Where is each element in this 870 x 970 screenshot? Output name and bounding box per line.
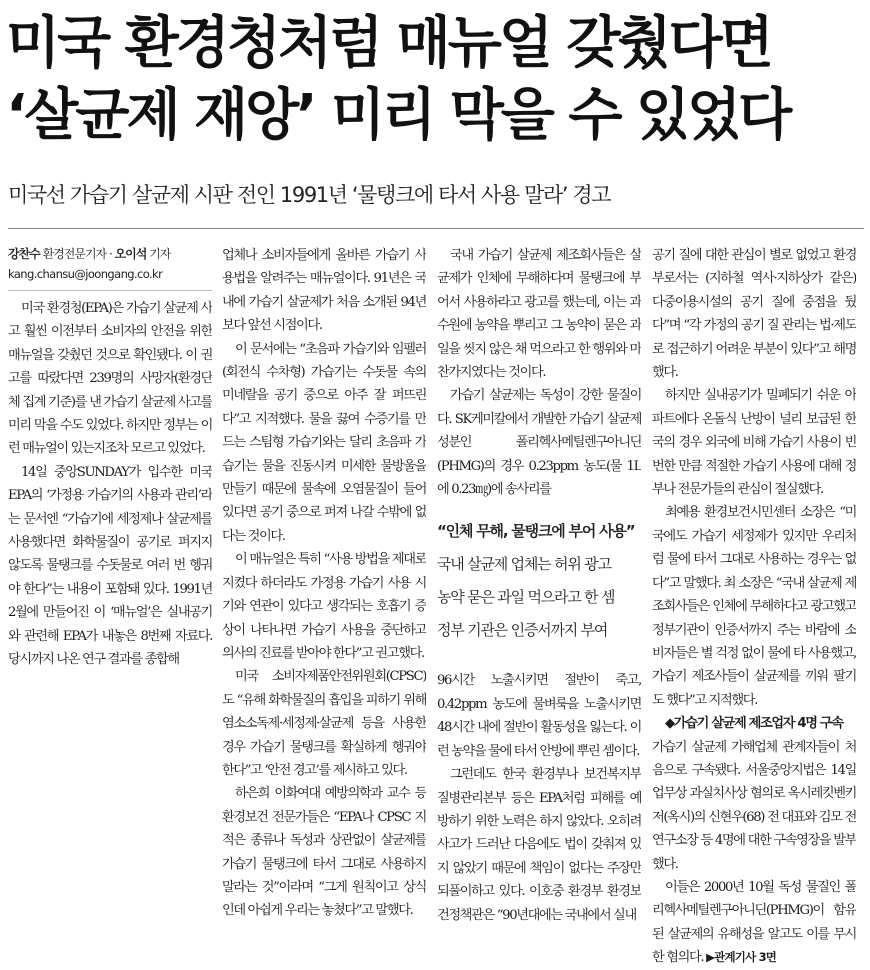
pull-quote [437, 515, 641, 647]
pull-quote-line: “인체 무해, 물탱크에 부어 사용” [437, 522, 635, 541]
header-divider [8, 228, 864, 229]
paragraph: 가습기 살균제 가해업체 관계자들이 처음으로 구속됐다. 서울중앙지법은 14일 업무상 과실치사상 혐의로 옥시레킷벤키저(옥시)의 신현우(68) 전 대표와 김모 전 연구소장 등 4명에 대한 구속영장을 발부했다. [652, 739, 856, 872]
paragraph-text: 이들은 2000년 10월 독성 물질인 폴리헥사메틸렌구아니딘(PHMG)이 함유된 살균제의 유해성을 알고도 이를 무시한 혐의다. [652, 879, 856, 966]
reporter-2-role: 기자 [146, 247, 171, 261]
byline [8, 244, 212, 264]
reporter-email[interactable]: kang.chansu@joongang.co.kr [8, 267, 163, 281]
paragraph: 공기 질에 대한 관심이 별로 없었고 환경부로서는 (지하철 역사·지하상가 같은) 다중이용시설의 공기 질에 중점을 뒀다”며 “각 가정의 공기 질 관리는 법·제도로 접근하기 어려운 부분이 있다”고 해명했다. [652, 248, 856, 381]
reporter-1-role: 환경전문기자 · [39, 247, 115, 261]
paragraph: 이 매뉴얼은 특히 “사용 방법을 제대로 지켰다 하더라도 가정용 가습기 사용 시기와 연관이 있다고 생각되는 호흡기 증상이 나타나면 가습기 사용을 중단하고 의사의 진료를 받아야 한다”고 권고했다. [222, 552, 426, 661]
reporter-1-name: 강찬수 [8, 247, 40, 261]
paragraph: 미국 환경청(EPA)은 가습기 살균제 사고 훨씬 이전부터 소비자의 안전을 위한 매뉴얼을 갖췄던 것으로 확인됐다. 이 권고를 따랐다면 239명의 사망자(환경단체 집계 기준)를 낸 가습기 살균제 사고를 미리 막을 수도 있었다. 하지만 정부는 이런 매뉴얼이 있는지조차 모르고 있었다. [8, 301, 212, 457]
pull-quote-line: 정부 기관은 인증서까지 부여 [437, 621, 608, 640]
article-column-4 [652, 244, 856, 970]
article-column-1 [8, 244, 212, 672]
pull-quote-line: 농약 묻은 과일 먹으라고 한 셈 [437, 588, 615, 607]
subheadline: 미국선 가습기 살균제 시판 전인 1991년 ‘물탱크에 타서 사용 말라’ 경고 [8, 183, 611, 207]
byline-divider [8, 290, 212, 291]
paragraph: 미국 소비자제품안전위원회(CPSC)도 “유해 화학물질의 흡입을 피하기 위해 염소소독제·세정제·살균제 등을 사용한 경우 가습기 물탱크를 확실하게 헹궈야 한다”고 ‘안전 경고’를 제시하고 있다. [222, 669, 426, 778]
headline [6, 8, 866, 152]
paragraph: 96시간 노출시키면 절반이 죽고, 0.42ppm 농도에 물벼룩을 노출시키면 48시간 내에 절반이 활동성을 잃는다. 이런 농약을 물에 타서 안방에 뿌린 셈이다. [437, 673, 641, 759]
pull-quote-line: 국내 살균제 업체는 허위 광고 [437, 555, 611, 574]
reporter-2-name: 오이석 [114, 247, 147, 261]
section-subtitle: ◆가습기 살균제 제조업자 4명 구속 [665, 716, 843, 732]
paragraph: 하지만 실내공기가 밀폐되기 쉬운 아파트에다 온돌식 난방이 널리 보급된 한국의 경우 외국에 비해 가습기 사용이 빈번한 만큼 적절한 가습기 사용에 대해 정부나 전문가들의 관심이 절실했다. [652, 388, 856, 498]
paragraph: 가습기 살균제는 독성이 강한 물질이다. SK케미칼에서 개발한 가습기 살균제 성분인 폴리헥사메틸렌구아니딘(PHMG)의 경우 0.23ppm 농도(물 1L에 0.23㎎)에 송사리를 [437, 388, 641, 498]
paragraph: 최예용 환경보건시민센터 소장은 “미국에도 가습기 세정제가 있지만 우리처럼 물에 타서 그대로 사용하는 경우는 없다”고 말했다. 최 소장은 “국내 살균제 제조회사들은 인체에 무해하다고 광고했고 정부기관이 인증서까지 주는 바람에 소비자들은 별 걱정 없이 물에 타 사용했고, 가습기 제조사들이 살균제를 끼워 팔기도 했다”고 지적했다. [652, 505, 856, 708]
related-article-link[interactable]: ▶관계기사 3면 [706, 950, 777, 965]
headline-line-2: ‘살균제 재앙’ 미리 막을 수 있었다 [6, 83, 790, 148]
paragraph [652, 876, 856, 970]
article-column-3 [437, 244, 641, 927]
headline-line-1: 미국 환경청처럼 매뉴얼 갖췄다면 [6, 11, 771, 76]
paragraph: 업체나 소비자들에게 올바른 가습기 사용법을 알려주는 매뉴얼이다. 91년은 국내에 가습기 살균제가 처음 소개된 94년보다 앞선 시점이다. [222, 248, 426, 334]
paragraph: 그런데도 한국 환경부나 보건복지부 질병관리본부 등은 EPA처럼 피해를 예방하기 위한 노력은 하지 않았다. 오히려 사고가 드러난 다음에도 법이 갖춰져 있지 않았기 때문에 책임이 없다는 주장만 되풀이하고 있다. 이호중 환경부 환경보건정책관은 “90년대에는 국내에서 실내 [437, 767, 641, 923]
article-column-2 [222, 244, 426, 923]
paragraph: 국내 가습기 살균제 제조회사들은 살균제가 인체에 무해하다며 물탱크에 부어서 사용하라고 광고를 했는데, 이는 과수원에 농약을 뿌리고 그 농약이 묻은 과일을 씻지 않은 채 먹으라고 한 행위와 마찬가지였다는 것이다. [437, 248, 641, 381]
paragraph: 14일 중앙SUNDAY가 입수한 미국 EPA의 ‘가정용 가습기의 사용과 관리’라는 문서엔 “가습기에 세정제나 살균제를 사용했다면 화학물질이 공기로 퍼지지 않도록 물탱크를 수돗물로 여러 번 헹궈야 한다”는 내용이 포함돼 있다. 1991년 2월에 만들어진 이 ‘매뉴얼’은 실내공기와 관련해 EPA가 내놓은 8번째 자료다. 당시까지 나온 연구 결과를 종합해 [8, 464, 212, 668]
paragraph: 하은희 이화여대 예방의학과 교수 등 환경보건 전문가들은 “EPA나 CPSC 지적은 종류나 독성과 상관없이 살균제를 가습기 물탱크에 타서 그대로 사용하지 말라는 것”이라며 “그게 원칙이고 상식인데 아쉽게 우리는 놓쳤다”고 말했다. [222, 786, 426, 919]
paragraph: 이 문서에는 “초음파 가습기와 임펠러(회전식 수차형) 가습기는 수돗물 속의 미네랄을 공기 중으로 아주 잘 퍼뜨린다”고 지적했다. 물을 끓여 수증기를 만드는 스팀형 가습기와는 달리 초음파 가습기는 물을 진동시켜 미세한 물방울을 만들기 때문에 물속에 오염물질이 들어 있다면 공기 중으로 퍼져 나갈 수밖에 없다는 것이다. [222, 341, 426, 544]
